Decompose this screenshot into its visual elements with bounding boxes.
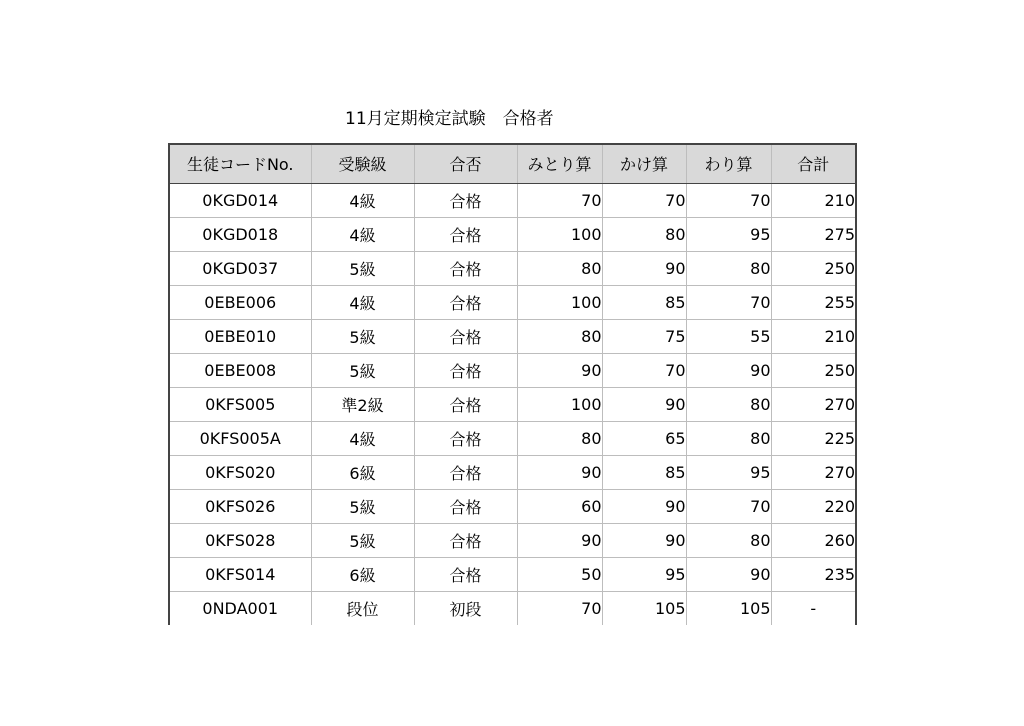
cell-total: 220 — [771, 489, 856, 523]
cell-total: 225 — [771, 421, 856, 455]
cell-mitori: 90 — [517, 523, 602, 557]
cell-total: 210 — [771, 183, 856, 217]
cell-total: 250 — [771, 353, 856, 387]
cell-kake: 90 — [602, 489, 686, 523]
cell-kake: 75 — [602, 319, 686, 353]
cell-kake: 70 — [602, 353, 686, 387]
cell-mitori: 100 — [517, 217, 602, 251]
cell-student-code: 0KFS005 — [169, 387, 311, 421]
cell-grade: 4級 — [311, 183, 414, 217]
cell-wari: 105 — [686, 591, 771, 625]
cell-student-code: 0KGD018 — [169, 217, 311, 251]
cell-student-code: 0KGD014 — [169, 183, 311, 217]
cell-kake: 90 — [602, 251, 686, 285]
cell-grade: 5級 — [311, 523, 414, 557]
cell-student-code: 0EBE006 — [169, 285, 311, 319]
table-row — [169, 591, 856, 625]
cell-mitori: 70 — [517, 591, 602, 625]
results-table — [168, 143, 857, 625]
cell-wari: 95 — [686, 455, 771, 489]
cell-kake: 105 — [602, 591, 686, 625]
cell-grade: 5級 — [311, 319, 414, 353]
table-row — [169, 285, 856, 319]
cell-kake: 90 — [602, 387, 686, 421]
table-row — [169, 319, 856, 353]
cell-mitori: 60 — [517, 489, 602, 523]
cell-result: 合格 — [414, 319, 517, 353]
cell-wari: 90 — [686, 557, 771, 591]
header-kake: かけ算 — [602, 144, 686, 183]
table-body — [169, 183, 856, 625]
table-row — [169, 557, 856, 591]
table-row — [169, 353, 856, 387]
cell-kake: 85 — [602, 455, 686, 489]
table-row — [169, 183, 856, 217]
cell-kake: 70 — [602, 183, 686, 217]
cell-total: 260 — [771, 523, 856, 557]
cell-total: 270 — [771, 387, 856, 421]
cell-result: 合格 — [414, 489, 517, 523]
table-row — [169, 523, 856, 557]
cell-student-code: 0KFS005A — [169, 421, 311, 455]
cell-mitori: 80 — [517, 421, 602, 455]
cell-result: 合格 — [414, 251, 517, 285]
cell-student-code: 0NDA001 — [169, 591, 311, 625]
cell-student-code: 0KFS028 — [169, 523, 311, 557]
cell-grade: 5級 — [311, 251, 414, 285]
cell-grade: 4級 — [311, 285, 414, 319]
cell-student-code: 0EBE010 — [169, 319, 311, 353]
header-grade: 受験級 — [311, 144, 414, 183]
cell-student-code: 0KFS020 — [169, 455, 311, 489]
cell-student-code: 0KFS026 — [169, 489, 311, 523]
cell-wari: 80 — [686, 421, 771, 455]
cell-grade: 5級 — [311, 353, 414, 387]
cell-wari: 70 — [686, 489, 771, 523]
table-row — [169, 217, 856, 251]
cell-wari: 55 — [686, 319, 771, 353]
cell-kake: 65 — [602, 421, 686, 455]
cell-wari: 90 — [686, 353, 771, 387]
cell-student-code: 0KGD037 — [169, 251, 311, 285]
cell-total: 235 — [771, 557, 856, 591]
cell-mitori: 80 — [517, 319, 602, 353]
cell-grade: 4級 — [311, 421, 414, 455]
cell-mitori: 100 — [517, 387, 602, 421]
header-wari: わり算 — [686, 144, 771, 183]
cell-mitori: 80 — [517, 251, 602, 285]
cell-total: 255 — [771, 285, 856, 319]
cell-result: 合格 — [414, 557, 517, 591]
cell-result: 合格 — [414, 285, 517, 319]
table-header — [169, 144, 856, 183]
header-total: 合計 — [771, 144, 856, 183]
cell-result: 合格 — [414, 523, 517, 557]
cell-wari: 70 — [686, 285, 771, 319]
cell-wari: 80 — [686, 387, 771, 421]
cell-total: - — [771, 591, 856, 625]
cell-mitori: 90 — [517, 455, 602, 489]
cell-result: 合格 — [414, 353, 517, 387]
cell-result: 合格 — [414, 217, 517, 251]
cell-wari: 70 — [686, 183, 771, 217]
page-title: 11月定期検定試験 合格者 — [345, 109, 554, 129]
cell-grade: 6級 — [311, 557, 414, 591]
cell-mitori: 50 — [517, 557, 602, 591]
cell-grade: 4級 — [311, 217, 414, 251]
cell-kake: 90 — [602, 523, 686, 557]
header-row — [169, 144, 856, 183]
cell-kake: 85 — [602, 285, 686, 319]
cell-student-code: 0KFS014 — [169, 557, 311, 591]
header-mitori: みとり算 — [517, 144, 602, 183]
cell-grade: 5級 — [311, 489, 414, 523]
cell-wari: 80 — [686, 523, 771, 557]
header-student-code: 生徒コードNo. — [169, 144, 311, 183]
cell-grade: 準2級 — [311, 387, 414, 421]
cell-kake: 80 — [602, 217, 686, 251]
cell-mitori: 70 — [517, 183, 602, 217]
table-row — [169, 455, 856, 489]
cell-total: 210 — [771, 319, 856, 353]
cell-mitori: 100 — [517, 285, 602, 319]
cell-wari: 95 — [686, 217, 771, 251]
cell-total: 270 — [771, 455, 856, 489]
cell-wari: 80 — [686, 251, 771, 285]
cell-result: 初段 — [414, 591, 517, 625]
table-row — [169, 421, 856, 455]
cell-result: 合格 — [414, 183, 517, 217]
cell-mitori: 90 — [517, 353, 602, 387]
cell-grade: 6級 — [311, 455, 414, 489]
cell-total: 275 — [771, 217, 856, 251]
cell-kake: 95 — [602, 557, 686, 591]
cell-result: 合格 — [414, 455, 517, 489]
cell-result: 合格 — [414, 387, 517, 421]
cell-grade: 段位 — [311, 591, 414, 625]
cell-total: 250 — [771, 251, 856, 285]
cell-student-code: 0EBE008 — [169, 353, 311, 387]
table-row — [169, 489, 856, 523]
cell-result: 合格 — [414, 421, 517, 455]
table-row — [169, 251, 856, 285]
header-result: 合否 — [414, 144, 517, 183]
table-row — [169, 387, 856, 421]
